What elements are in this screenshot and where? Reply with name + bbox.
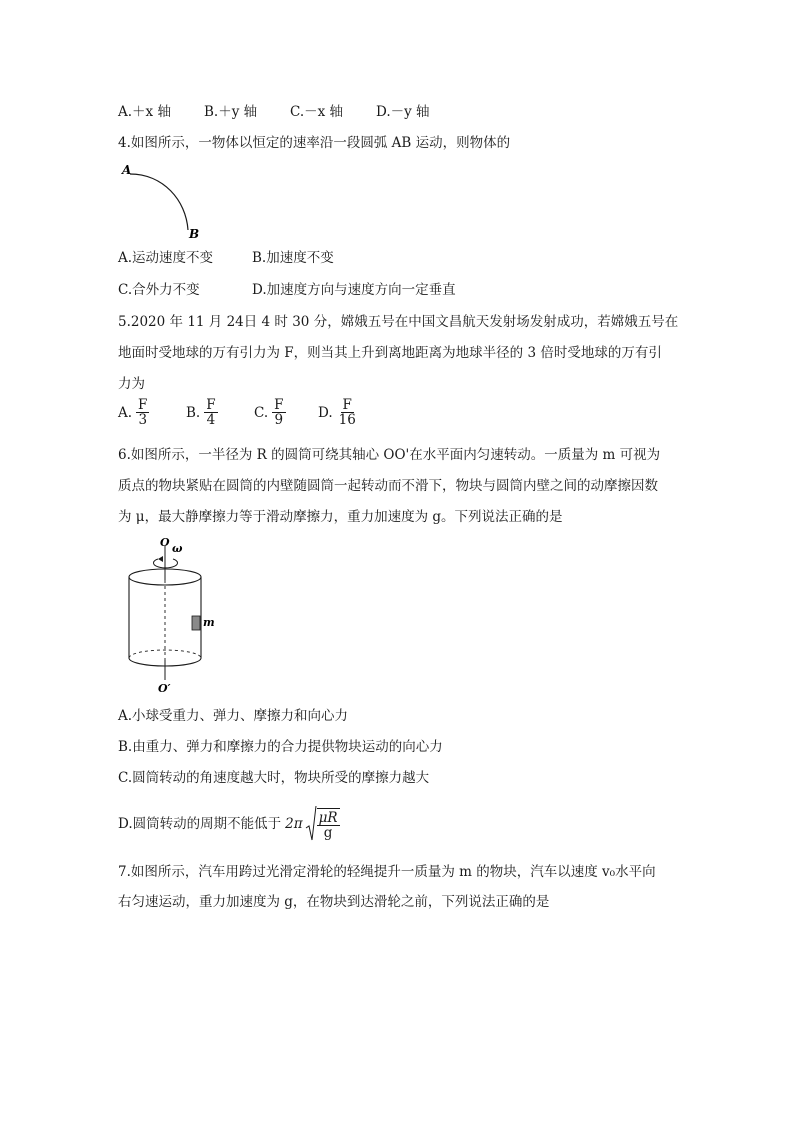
fraction-numerator: F bbox=[342, 397, 352, 413]
q5-option-c bbox=[254, 398, 318, 427]
q4-stem: 4.如图所示，一物体以恒定的速率沿一段圆弧 AB 运动，则物体的 bbox=[118, 135, 511, 151]
fraction-denominator: 4 bbox=[206, 412, 216, 428]
q5-option-b-fraction bbox=[204, 398, 217, 427]
fraction-numerator: F bbox=[138, 397, 148, 413]
q3-option-b: B.＋y 轴 bbox=[204, 104, 258, 120]
q3-option-d: D.－y 轴 bbox=[376, 104, 430, 120]
q4-option-a: A.运动速度不变 bbox=[118, 250, 214, 266]
q5-option-a bbox=[118, 398, 186, 427]
q3-options-row bbox=[118, 103, 430, 121]
rotation-arrowhead-icon bbox=[158, 556, 163, 562]
q5-option-d-fraction bbox=[337, 398, 358, 427]
sqrt-radical-icon bbox=[305, 804, 317, 844]
fraction-numerator: F bbox=[206, 397, 216, 413]
q6-option-d-text: D.圆筒转动的周期不能低于 bbox=[118, 816, 282, 832]
point-b-label: B bbox=[189, 227, 200, 241]
q6-option-d bbox=[118, 804, 340, 844]
mass-label: m bbox=[203, 616, 215, 629]
q5-line3: 力为 bbox=[118, 376, 145, 392]
q3-option-c: C.－x 轴 bbox=[290, 104, 344, 120]
q6-option-d-sqrt bbox=[303, 804, 340, 844]
q6-line3: 为 μ，最大静摩擦力等于滑动摩擦力，重力加速度为 g。下列说法正确的是 bbox=[118, 509, 563, 525]
fraction-denominator: g bbox=[323, 825, 333, 841]
q5-option-b bbox=[186, 398, 254, 427]
q5-option-c-label: C. bbox=[254, 404, 269, 421]
q4-option-c: C.合外力不变 bbox=[118, 282, 200, 298]
q4-arc-figure bbox=[118, 160, 198, 240]
arc-ab bbox=[130, 174, 188, 230]
q5-options-row bbox=[118, 398, 358, 427]
q6-option-b: B.由重力、弹力和摩擦力的合力提供物块运动的向心力 bbox=[118, 739, 443, 755]
q6-option-c: C.圆筒转动的角速度越大时，物块所受的摩擦力越大 bbox=[118, 770, 430, 786]
fraction-numerator: μR bbox=[318, 810, 338, 826]
q4-options-row1 bbox=[118, 249, 334, 267]
q4-options-row2 bbox=[118, 281, 456, 299]
q5-line1: 5.2020 年 11 月 24日 4 时 30 分，嫦娥五号在中国文昌航天发射场发射成功，若嫦娥五号在 bbox=[118, 314, 679, 330]
q6-line2: 质点的物块紧贴在圆筒的内壁随圆筒一起转动而不滑下，物块与圆筒内壁之间的动摩擦因数 bbox=[118, 478, 658, 494]
axis-label-o-top: O bbox=[160, 536, 170, 549]
q4-option-b: B.加速度不变 bbox=[252, 250, 334, 266]
q7-line2: 右匀速运动，重力加速度为 g，在物块到达滑轮之前，下列说法正确的是 bbox=[118, 894, 550, 910]
q5-line2: 地面时受地球的万有引力为 F，则当其上升到离地距离为地球半径的 3 倍时受地球的万有引 bbox=[118, 345, 662, 361]
q3-option-a: A.＋x 轴 bbox=[118, 104, 171, 120]
q6-line1: 6.如图所示，一半径为 R 的圆筒可绕其轴心 OO'在水平面内匀速转动。一质量为 m 可视为 bbox=[118, 447, 661, 463]
q5-option-b-label: B. bbox=[186, 404, 201, 421]
q5-option-a-fraction bbox=[136, 398, 149, 427]
q5-option-d bbox=[318, 398, 358, 427]
fraction-denominator: 9 bbox=[274, 412, 284, 428]
q6-option-d-fraction bbox=[317, 808, 340, 840]
point-a-label: A bbox=[122, 163, 132, 177]
block-m bbox=[192, 616, 200, 630]
q7-line1: 7.如图所示，汽车用跨过光滑定滑轮的轻绳提升一质量为 m 的物块，汽车以速度 v₀水平向 bbox=[118, 864, 656, 880]
q4-option-d: D.加速度方向与速度方向一定垂直 bbox=[252, 282, 456, 298]
fraction-numerator: F bbox=[274, 397, 284, 413]
q6-option-a: A.小球受重力、弹力、摩擦力和向心力 bbox=[118, 708, 349, 724]
fraction-denominator: 16 bbox=[338, 412, 356, 428]
q5-option-c-fraction bbox=[272, 398, 285, 427]
fraction-denominator: 3 bbox=[138, 412, 148, 428]
omega-label: ω bbox=[172, 542, 183, 555]
q6-cylinder-figure bbox=[118, 532, 228, 697]
q5-option-d-label: D. bbox=[318, 404, 333, 421]
q5-option-a-label: A. bbox=[118, 404, 133, 421]
q6-option-d-coefficient: 2π bbox=[285, 816, 303, 832]
axis-label-o-bottom: O′ bbox=[158, 682, 171, 695]
